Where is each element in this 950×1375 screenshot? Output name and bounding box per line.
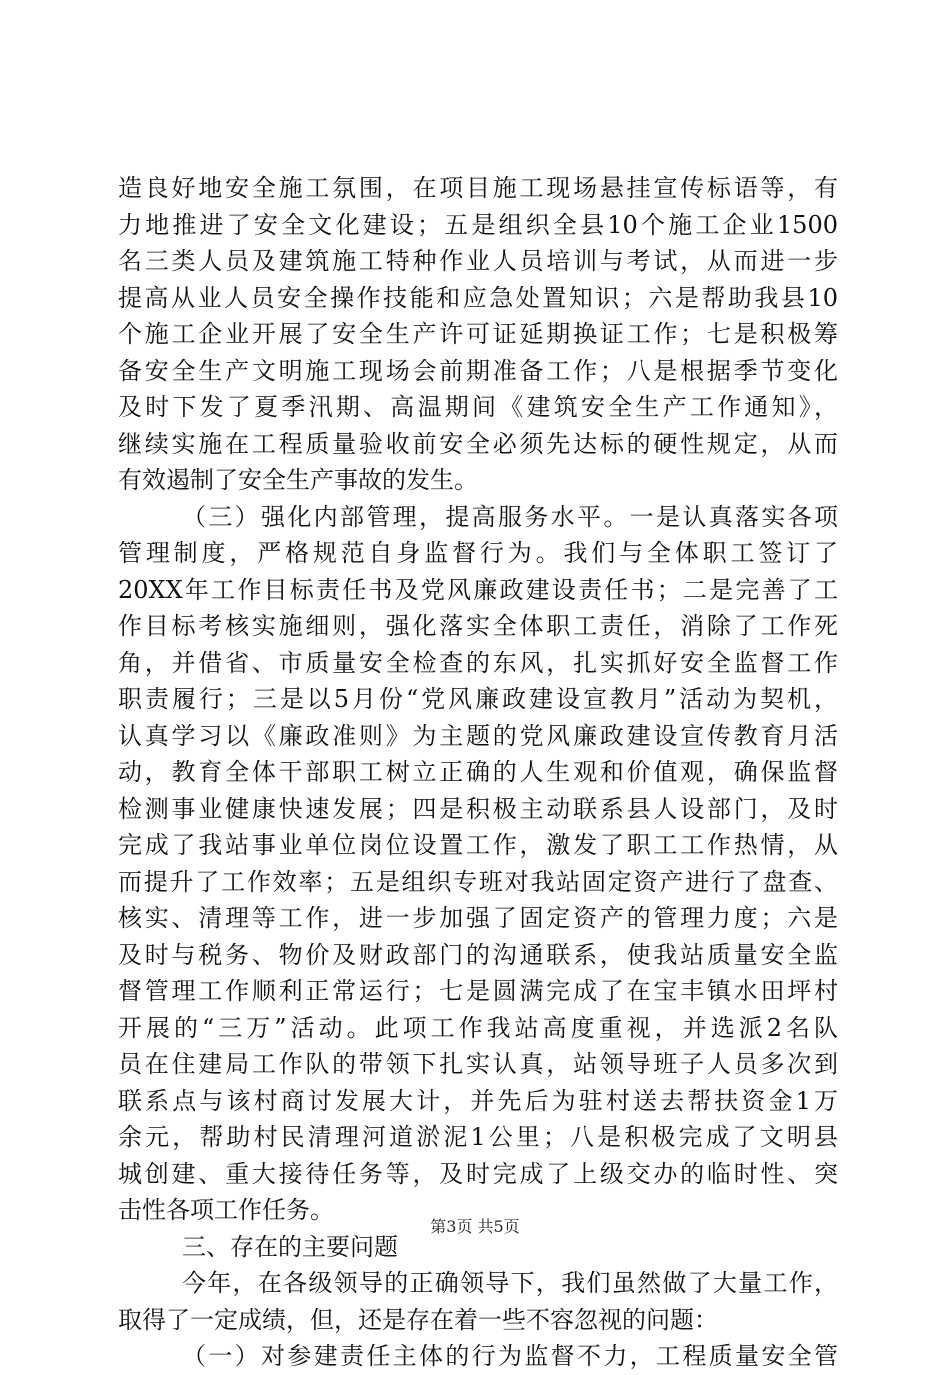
body-line: 力地推进了安全文化建设；五是组织全县10个施工企业1500	[118, 210, 838, 239]
document-body	[118, 170, 838, 1375]
body-line: 管理制度，严格规范自身监督行为。我们与全体职工签订了	[118, 539, 838, 567]
body-line: 提高从业人员安全操作技能和应急处置知识；六是帮助我县10	[118, 283, 838, 312]
body-line: 认真学习以《廉政准则》为主题的党风廉政建设宣传教育月活	[118, 721, 838, 750]
body-line: 三、存在的主要问题	[182, 1232, 398, 1261]
body-line: 动，教育全体干部职工树立正确的人生观和价值观，确保监督	[118, 758, 838, 786]
body-line: 联系点与该村商讨发展大计，并先后为驻村送去帮扶资金1万	[118, 1086, 838, 1115]
body-line: 继续实施在工程质量验收前安全必须先达标的硬性规定，从而	[118, 429, 838, 458]
body-line: 名三类人员及建筑施工特种作业人员培训与考试，从而进一步	[118, 247, 838, 275]
body-line: 作目标考核实施细则，强化落实全体职工责任，消除了工作死	[118, 612, 838, 640]
body-line: 及时下发了夏季汛期、高温期间《建筑安全生产工作通知》，	[118, 393, 838, 421]
body-line: 击性各项工作任务。	[118, 1196, 334, 1224]
body-line: 20XX年工作目标责任书及党风廉政建设责任书；二是完善了工	[118, 575, 838, 604]
body-line: 今年，在各级领导的正确领导下，我们虽然做了大量工作，	[182, 1269, 838, 1297]
body-line: 造良好地安全施工氛围，在项目施工现场悬挂宣传标语等，有	[118, 174, 838, 202]
body-line: 城创建、重大接待任务等，及时完成了上级交办的临时性、突	[118, 1159, 838, 1188]
body-line: （三）强化内部管理，提高服务水平。一是认真落实各项	[182, 502, 838, 531]
body-line: 检测事业健康快速发展；四是积极主动联系县人设部门，及时	[118, 794, 838, 823]
body-line: 有效遏制了安全生产事故的发生。	[118, 466, 478, 494]
body-line: 余元，帮助村民清理河道淤泥1公里；八是积极完成了文明县	[118, 1123, 838, 1151]
body-line: 备安全生产文明施工现场会前期准备工作；八是根据季节变化	[118, 356, 838, 385]
body-line: 取得了一定成绩，但，还是存在着一些不容忽视的问题：	[118, 1305, 718, 1334]
body-line: 员在住建局工作队的带领下扎实认真，站领导班子人员多次到	[118, 1050, 838, 1078]
body-line: 督管理工作顺利正常运行；七是圆满完成了在宝丰镇水田坪村	[118, 977, 838, 1005]
body-line: 及时与税务、物价及财政部门的沟通联系，使我站质量安全监	[118, 940, 838, 969]
body-line: 核实、清理等工作，进一步加强了固定资产的管理力度；六是	[118, 904, 838, 932]
body-line: 个施工企业开展了安全生产许可证延期换证工作；七是积极筹	[118, 320, 838, 348]
body-line: 开展的“三万”活动。此项工作我站高度重视，并选派2名队	[118, 1013, 838, 1042]
body-line: （一）对参建责任主体的行为监督不力，工程质量安全管	[182, 1342, 838, 1370]
body-line: 角，并借省、市质量安全检查的东风，扎实抓好安全监督工作	[118, 648, 838, 677]
body-line: 而提升了工作效率；五是组织专班对我站固定资产进行了盘查、	[118, 867, 838, 896]
page-footer: 第3页 共5页	[430, 1217, 520, 1236]
body-line: 完成了我站事业单位岗位设置工作，激发了职工工作热情，从	[118, 831, 838, 859]
body-line: 职责履行；三是以5月份“党风廉政建设宣教月”活动为契机，	[118, 685, 838, 713]
